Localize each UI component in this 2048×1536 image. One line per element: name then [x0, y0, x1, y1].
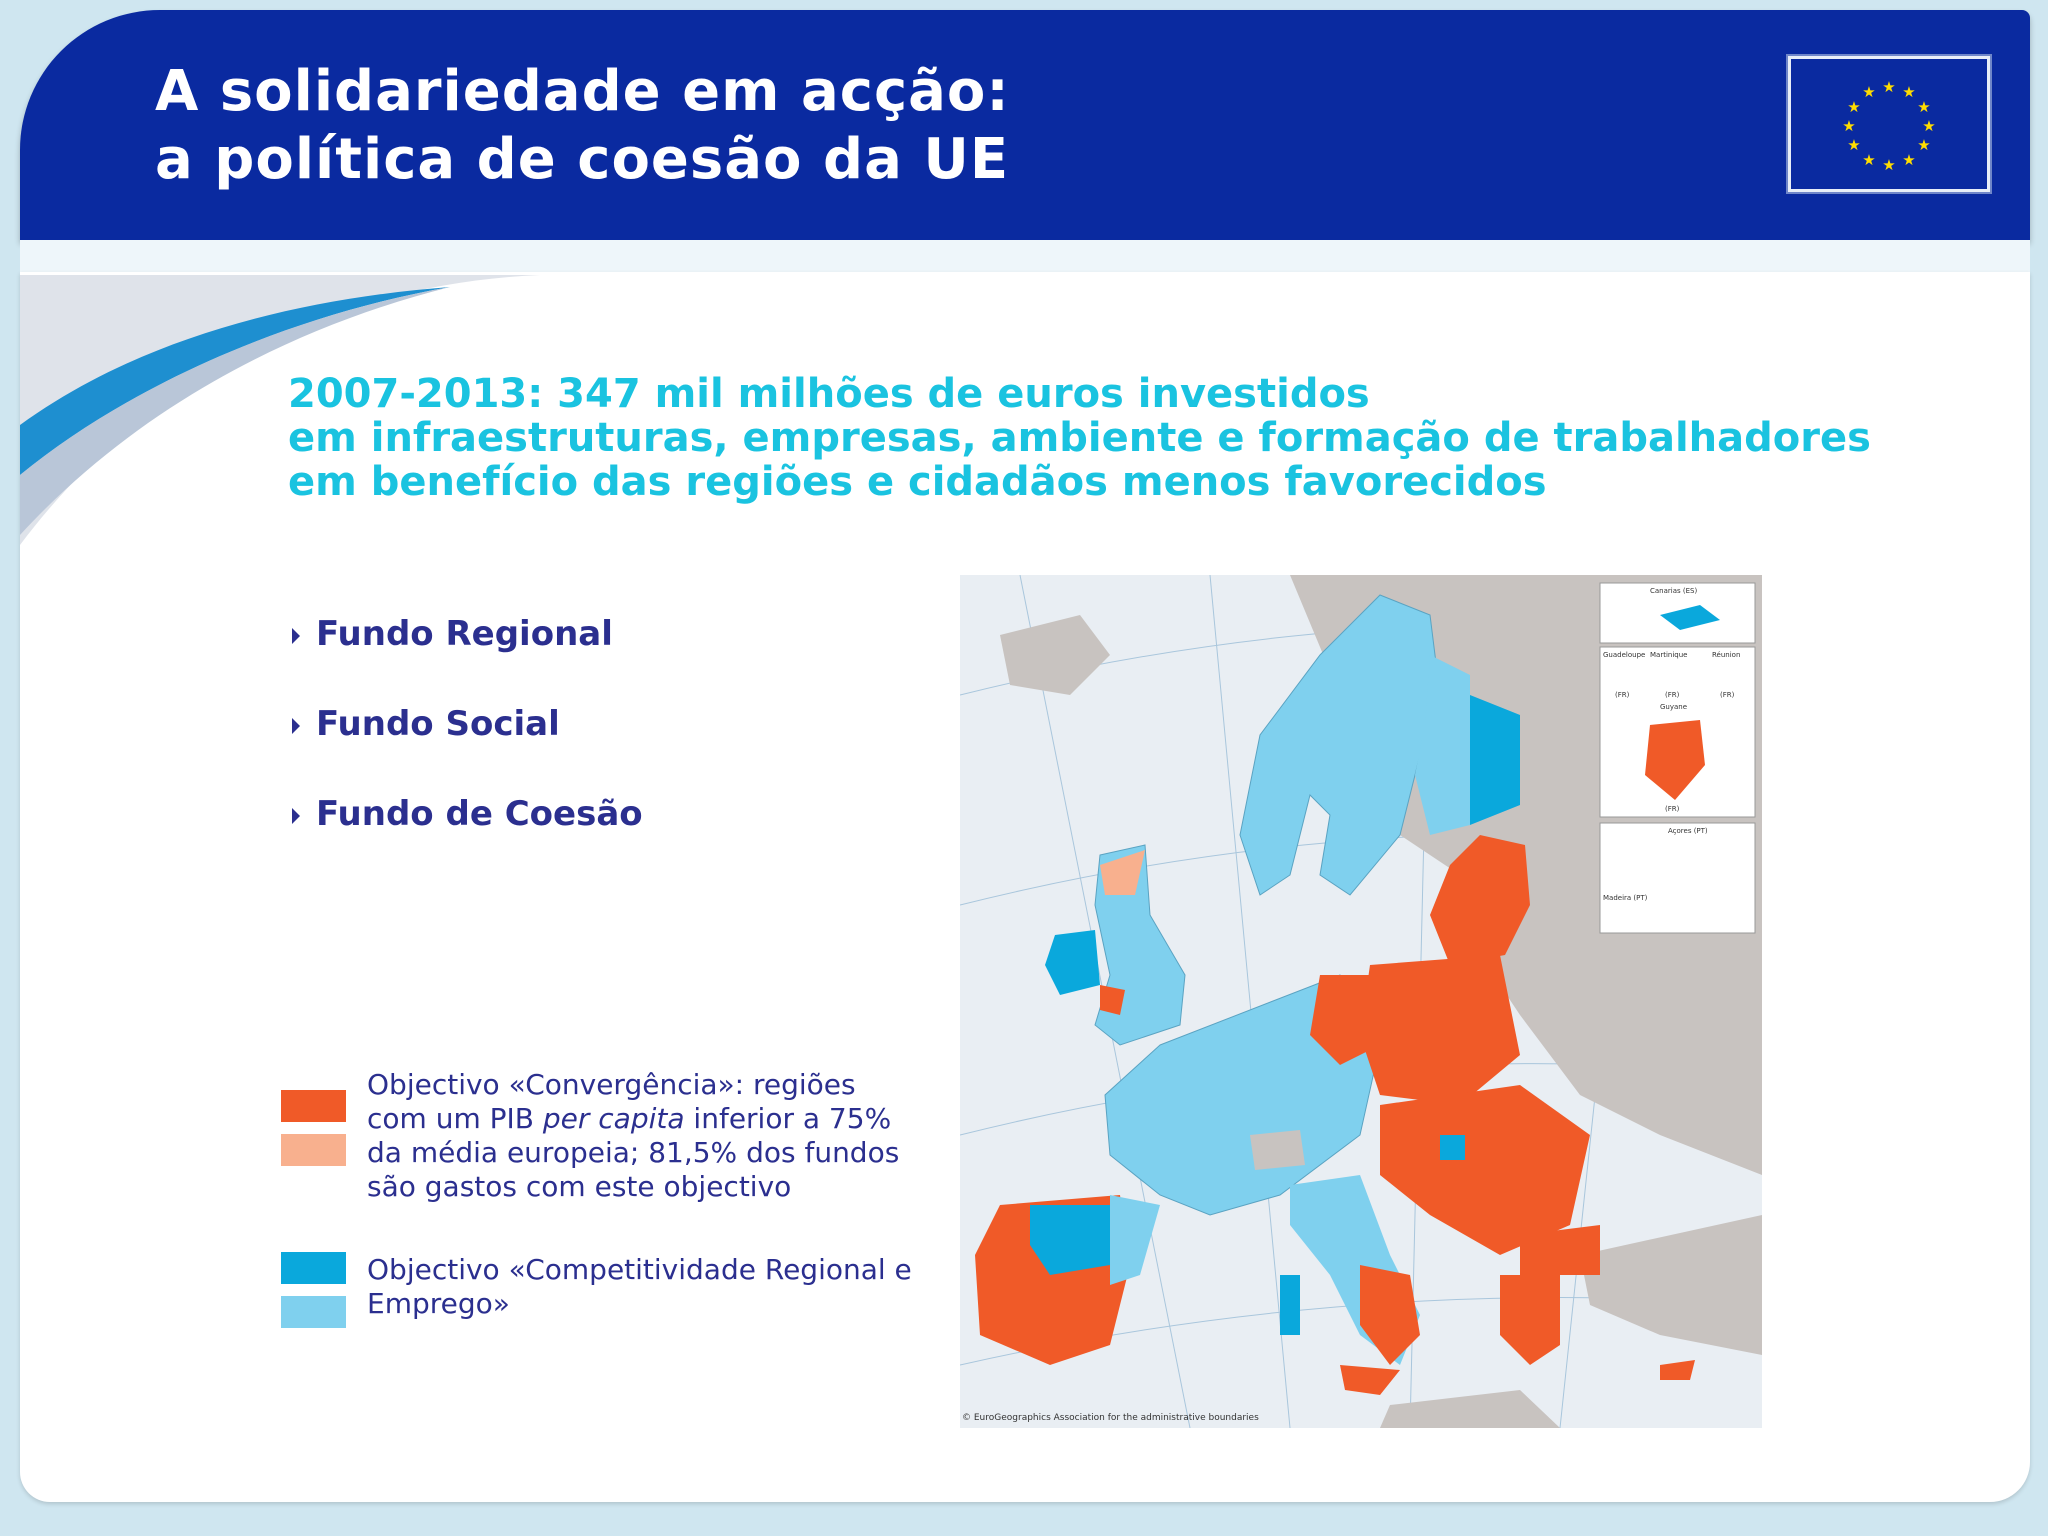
svg-text:★: ★: [1862, 151, 1876, 169]
page-title: [155, 58, 1010, 194]
svg-text:★: ★: [1882, 156, 1896, 174]
inset-label-guyane: Guyane: [1660, 703, 1688, 711]
map-budapest: [1440, 1135, 1465, 1160]
subtitle-line-3: em benefício das regiões e cidadãos menos favorecidos: [288, 459, 1547, 505]
header-shadow-strip: [20, 240, 2030, 272]
inset-label-madeira: Madeira (PT): [1603, 894, 1648, 902]
bullet-label: Fundo Regional: [316, 614, 613, 654]
bullet-fundo-coesao: [292, 792, 643, 882]
map-non-eu-land: [1580, 1215, 1762, 1355]
bullet-fundo-regional: [292, 612, 643, 702]
map-southern-italy: [1360, 1265, 1420, 1365]
bullet-fundo-social: [292, 702, 643, 792]
svg-text:★: ★: [1917, 136, 1931, 154]
legend-swatch-phasing-out: [281, 1134, 346, 1166]
legend-line-italic: per capita: [542, 1102, 685, 1135]
legend-swatch-convergence: [281, 1090, 346, 1122]
inset-label-reunion: Réunion: [1712, 651, 1741, 659]
map-hungary-romania: [1380, 1085, 1590, 1255]
svg-text:★: ★: [1882, 78, 1896, 96]
legend-line: são gastos com este objectivo: [367, 1170, 792, 1203]
inset-label-martinique: Martinique: [1650, 651, 1688, 659]
title-line-1: A solidariedade em acção:: [155, 59, 1010, 124]
map-cyprus: [1660, 1360, 1695, 1380]
legend-line-part: inferior a 75%: [684, 1102, 892, 1135]
bullet-arrow-icon: [292, 628, 300, 644]
map-copyright: © EuroGeographics Association for the administrative boundaries: [962, 1413, 1259, 1423]
subtitle: [288, 372, 1871, 504]
svg-text:★: ★: [1842, 117, 1856, 135]
map-ireland: [1045, 930, 1100, 995]
svg-text:★: ★: [1902, 151, 1916, 169]
inset-label-fr: (FR): [1720, 691, 1735, 699]
title-line-2: a política de coesão da UE: [155, 127, 1010, 192]
legend-line: [367, 1102, 899, 1136]
svg-text:★: ★: [1847, 136, 1861, 154]
map-poland-czech: [1360, 955, 1520, 1105]
inset-label-guadeloupe: Guadeloupe: [1603, 651, 1646, 659]
inset-label-fr: (FR): [1665, 805, 1680, 813]
legend-text-convergence: [367, 1068, 899, 1204]
inset-label-acores: Açores (PT): [1668, 827, 1708, 835]
svg-text:★: ★: [1922, 117, 1936, 135]
subtitle-line-1: 2007-2013: 347 mil milhões de euros investidos: [288, 371, 1370, 417]
map-insets: [1600, 583, 1755, 933]
fund-list: [292, 612, 643, 882]
map-non-eu-land: [1000, 615, 1110, 695]
legend-line: da média europeia; 81,5% dos fundos: [367, 1136, 900, 1169]
map-sicily: [1340, 1365, 1400, 1395]
inset-label-canarias: Canarias (ES): [1650, 587, 1698, 595]
inset-label-fr: (FR): [1665, 691, 1680, 699]
legend-line: Objectivo «Convergência»: regiões: [367, 1068, 856, 1101]
bullet-arrow-icon: [292, 718, 300, 734]
eu-flag-icon: [1788, 56, 1990, 192]
legend-line: Objectivo «Competitividade Regional e: [367, 1253, 912, 1286]
legend-line-part: com um PIB: [367, 1102, 543, 1135]
subtitle-line-2: em infraestruturas, empresas, ambiente e formação de trabalhadores: [288, 415, 1871, 461]
legend-swatch-competitiveness: [281, 1296, 346, 1328]
legend-swatch-phasing-in: [281, 1252, 346, 1284]
inset-label-fr: (FR): [1615, 691, 1630, 699]
svg-text:★: ★: [1917, 98, 1931, 116]
map-sardinia: [1280, 1275, 1300, 1335]
map-scandinavia: [1240, 595, 1440, 895]
bullet-arrow-icon: [292, 808, 300, 824]
map-non-eu-land: [1380, 1390, 1560, 1428]
eu-regions-map: [960, 575, 1762, 1428]
map-switzerland: [1250, 1130, 1305, 1170]
svg-text:★: ★: [1862, 83, 1876, 101]
bullet-label: Fundo Social: [316, 704, 560, 744]
svg-text:★: ★: [1847, 98, 1861, 116]
svg-text:★: ★: [1902, 83, 1916, 101]
legend-line: Emprego»: [367, 1287, 510, 1320]
bullet-label: Fundo de Coesão: [316, 794, 643, 834]
legend-text-competitiveness: [367, 1253, 912, 1321]
map-greece: [1500, 1275, 1560, 1365]
